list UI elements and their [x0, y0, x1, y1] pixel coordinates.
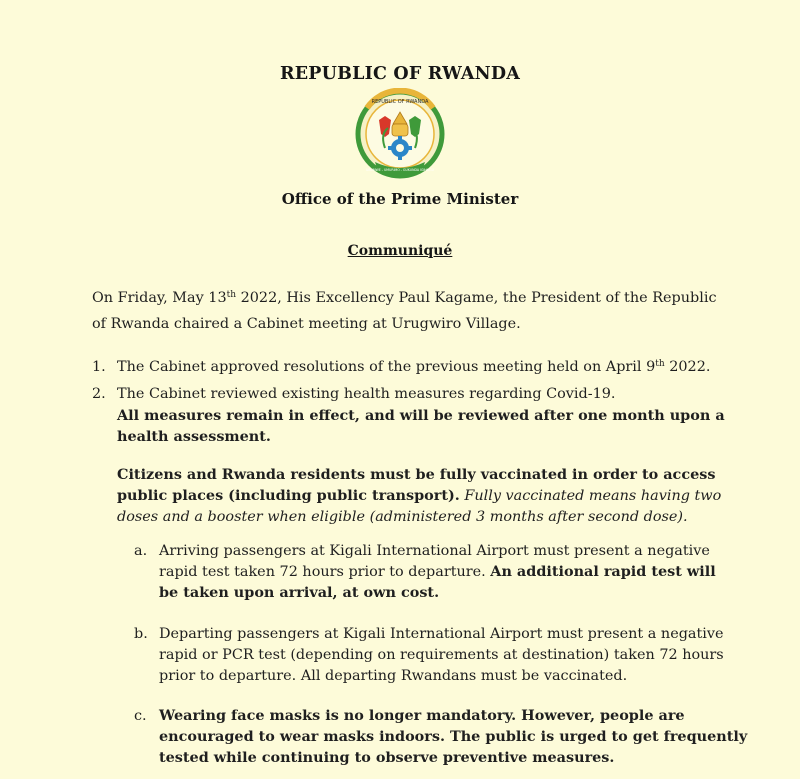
- vaccination-line-2: public places (including public transport). Fully vaccinated means having two: [117, 487, 722, 504]
- seal-top-text: REPUBLIC OF RWANDA: [371, 99, 429, 105]
- subitem-a-line-1: Arriving passengers at Kigali International Airport must present a negative: [159, 543, 710, 559]
- subitem-a-letter: a.: [134, 543, 148, 559]
- subitem-c-letter: c.: [134, 708, 147, 724]
- item-2-text: The Cabinet reviewed existing health measures regarding Covid-19.: [117, 386, 616, 402]
- item-2-bold-line-2: health assessment.: [117, 428, 271, 445]
- subitem-b-line-2: rapid or PCR test (depending on requirements at destination) taken 72 hours: [159, 647, 724, 663]
- document-title: Communiqué: [347, 243, 453, 259]
- coat-of-arms-seal: [355, 88, 445, 184]
- subitem-b-letter: b.: [134, 626, 148, 642]
- subitem-a-line-2: rapid test taken 72 hours prior to departure. An additional rapid test will: [159, 563, 716, 580]
- subitem-a-line-3: be taken upon arrival, at own cost.: [159, 584, 440, 601]
- intro-line-1: On Friday, May 13th 2022, His Excellency Paul Kagame, the President of the Republic: [92, 290, 717, 306]
- item-1-text: The Cabinet approved resolutions of the previous meeting held on April 9th 2022.: [117, 359, 711, 375]
- subitem-b-line-3: prior to departure. All departing Rwandans must be vaccinated.: [159, 668, 628, 684]
- subitem-c-line-3: tested while continuing to observe preventive measures.: [159, 749, 615, 766]
- intro-line-2: of Rwanda chaired a Cabinet meeting at Urugwiro Village.: [92, 316, 521, 332]
- subitem-b-line-1: Departing passengers at Kigali International Airport must present a negative: [159, 626, 724, 642]
- item-1-number: 1.: [92, 359, 106, 375]
- subitem-c-line-2: encouraged to wear masks indoors. The public is urged to get frequently: [159, 728, 748, 745]
- subitem-c-line-1: Wearing face masks is no longer mandatory. However, people are: [159, 707, 685, 724]
- country-heading: REPUBLIC OF RWANDA: [280, 64, 520, 84]
- item-2-bold-line-1: All measures remain in effect, and will be reviewed after one month upon a: [117, 407, 725, 424]
- office-heading: Office of the Prime Minister: [281, 190, 519, 208]
- vaccination-line-3: doses and a booster when eligible (administered 3 months after second dose).: [117, 509, 688, 525]
- vaccination-line-1: Citizens and Rwanda residents must be fully vaccinated in order to access: [117, 466, 716, 483]
- seal-motto: UBUMWE - UMURIMO - GUKUNDA IGIHUGU: [366, 168, 434, 172]
- item-2-number: 2.: [92, 386, 106, 402]
